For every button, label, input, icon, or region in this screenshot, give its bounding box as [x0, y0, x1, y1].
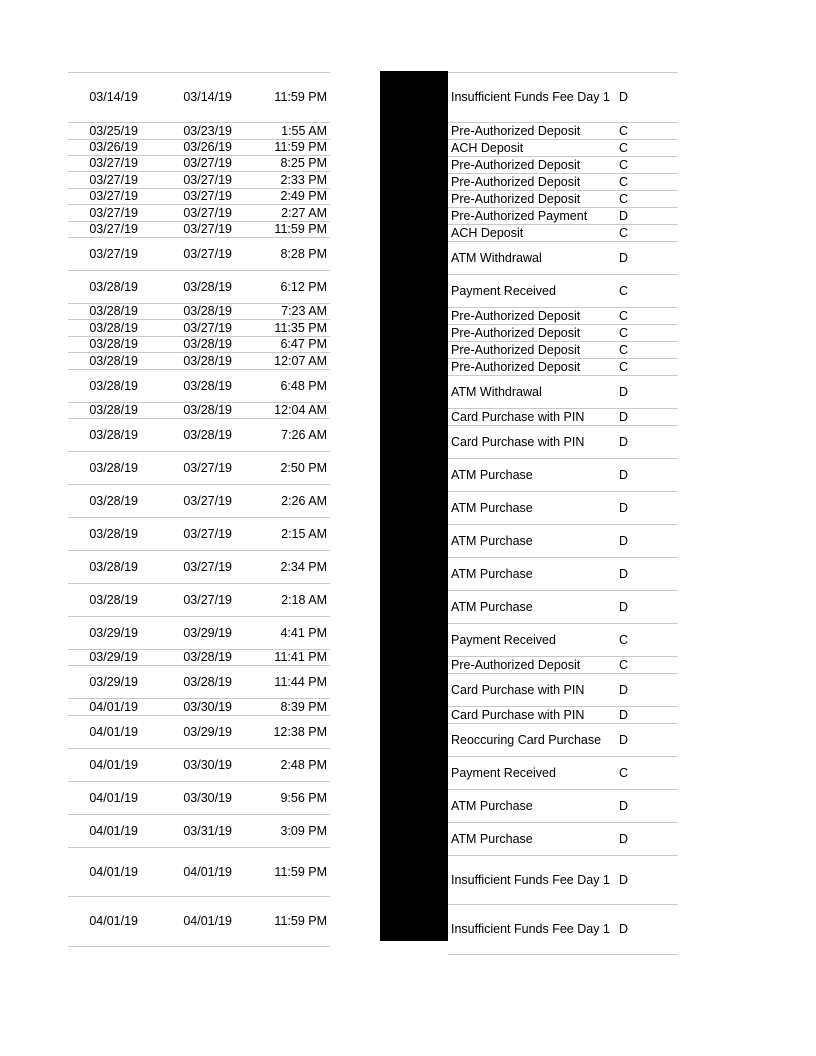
posted-date-cell: 03/27/19: [89, 156, 138, 170]
posted-date-cell: 04/01/19: [89, 864, 138, 879]
debit-credit-cell: C: [619, 657, 629, 672]
debit-credit-cell: C: [619, 174, 629, 189]
table-row: [448, 274, 678, 307]
table-row: [448, 789, 678, 822]
debit-credit-cell: D: [619, 250, 629, 265]
description-cell: Card Purchase with PIN: [451, 434, 585, 449]
table-row: [68, 122, 330, 139]
transaction-date-cell: 03/28/19: [183, 337, 232, 351]
description-cell: Card Purchase with PIN: [451, 707, 585, 722]
table-row: [448, 822, 678, 855]
description-cell: Pre-Authorized Deposit: [451, 157, 581, 172]
debit-credit-cell: C: [619, 191, 629, 206]
posted-date-cell: 03/28/19: [89, 304, 138, 318]
description-cell: Payment Received: [451, 283, 556, 298]
table-row: [68, 649, 330, 665]
debit-credit-cell: C: [619, 765, 629, 780]
transaction-time-cell: 6:12 PM: [280, 279, 327, 294]
transaction-date-cell: 04/01/19: [183, 914, 232, 928]
transaction-date-cell: 03/30/19: [183, 790, 232, 805]
table-row: [68, 303, 330, 319]
debit-credit-cell: D: [619, 872, 629, 887]
description-cell: ACH Deposit: [451, 225, 524, 240]
description-cell: ATM Purchase: [451, 798, 533, 813]
description-cell: Pre-Authorized Deposit: [451, 342, 581, 357]
table-row: [448, 156, 678, 173]
debit-credit-cell: D: [619, 500, 629, 515]
table-row: [68, 369, 330, 402]
posted-date-cell: 04/01/19: [89, 914, 138, 928]
table-row: [448, 207, 678, 224]
table-row: [68, 781, 330, 814]
posted-date-cell: 03/28/19: [89, 559, 138, 574]
table-row: [68, 270, 330, 303]
posted-date-cell: 03/28/19: [89, 337, 138, 351]
description-cell: Pre-Authorized Payment: [451, 208, 588, 223]
posted-date-cell: 03/29/19: [89, 674, 138, 689]
posted-date-cell: 04/01/19: [89, 823, 138, 838]
transaction-time-cell: 12:04 AM: [274, 403, 327, 417]
transaction-date-cell: 03/30/19: [183, 699, 232, 714]
table-row: [68, 698, 330, 715]
transaction-time-cell: 6:47 PM: [280, 337, 327, 351]
transaction-time-cell: 3:09 PM: [280, 823, 327, 838]
table-row: [448, 173, 678, 190]
debit-credit-cell: D: [619, 682, 629, 697]
transaction-date-cell: 03/28/19: [183, 353, 232, 368]
transaction-date-cell: 03/27/19: [183, 592, 232, 607]
transaction-date-cell: 03/30/19: [183, 757, 232, 772]
table-row: [448, 756, 678, 789]
transaction-dates-body: [68, 72, 330, 946]
transaction-time-cell: 9:56 PM: [280, 790, 327, 805]
posted-date-cell: 03/28/19: [89, 592, 138, 607]
table-row: [68, 204, 330, 221]
description-cell: ATM Purchase: [451, 566, 533, 581]
posted-date-cell: 03/14/19: [89, 89, 138, 104]
table-row: [448, 358, 678, 375]
description-cell: Reoccuring Card Purchase: [451, 732, 602, 747]
posted-date-cell: 03/26/19: [89, 140, 138, 154]
table-row: [68, 72, 330, 122]
table-row: [68, 616, 330, 649]
description-cell: Pre-Authorized Deposit: [451, 191, 581, 206]
transaction-date-cell: 03/27/19: [183, 526, 232, 541]
transaction-time-cell: 11:44 PM: [274, 674, 327, 689]
transaction-date-cell: 03/27/19: [183, 205, 232, 220]
debit-credit-cell: C: [619, 342, 629, 357]
table-row: [448, 904, 678, 954]
debit-credit-cell: D: [619, 533, 629, 548]
table-row: [448, 241, 678, 274]
table-row: [448, 408, 678, 425]
transaction-time-cell: 2:26 AM: [281, 493, 327, 508]
description-cell: Pre-Authorized Deposit: [451, 123, 581, 138]
transaction-date-cell: 03/29/19: [183, 625, 232, 640]
table-row: [448, 623, 678, 656]
transaction-date-cell: 03/14/19: [183, 89, 232, 104]
transaction-date-cell: 03/28/19: [183, 427, 232, 442]
transaction-time-cell: 2:50 PM: [280, 460, 327, 475]
table-row: [68, 484, 330, 517]
table-row: [68, 352, 330, 369]
transaction-dates-table: [68, 72, 330, 947]
transaction-time-cell: 6:48 PM: [280, 378, 327, 393]
posted-date-cell: 03/27/19: [89, 172, 138, 187]
transaction-time-cell: 7:23 AM: [281, 304, 327, 318]
description-cell: Insufficient Funds Fee Day 1: [451, 89, 610, 104]
transaction-date-cell: 03/27/19: [183, 222, 232, 236]
posted-date-cell: 03/27/19: [89, 189, 138, 203]
transaction-time-cell: 11:59 PM: [274, 222, 327, 236]
transaction-date-cell: 03/27/19: [183, 172, 232, 187]
description-cell: Pre-Authorized Deposit: [451, 359, 581, 374]
posted-date-cell: 04/01/19: [89, 790, 138, 805]
table-row: [448, 139, 678, 156]
transaction-time-cell: 8:25 PM: [280, 156, 327, 170]
description-cell: Card Purchase with PIN: [451, 682, 585, 697]
table-row: [68, 715, 330, 748]
transaction-time-cell: 2:15 AM: [281, 526, 327, 541]
debit-credit-cell: C: [619, 140, 629, 155]
transaction-date-cell: 03/28/19: [183, 304, 232, 318]
transaction-time-cell: 11:59 PM: [274, 140, 327, 154]
transaction-time-cell: 2:49 PM: [280, 189, 327, 203]
table-row: [68, 155, 330, 171]
table-row: [68, 814, 330, 847]
table-row: [68, 188, 330, 204]
transaction-date-cell: 03/27/19: [183, 246, 232, 261]
posted-date-cell: 03/27/19: [89, 222, 138, 236]
table-row: [68, 748, 330, 781]
transaction-time-cell: 11:35 PM: [274, 320, 327, 335]
posted-date-cell: 03/29/19: [89, 625, 138, 640]
transaction-time-cell: 12:07 AM: [274, 353, 327, 368]
transaction-time-cell: 2:27 AM: [281, 205, 327, 220]
debit-credit-cell: C: [619, 359, 629, 374]
transaction-date-cell: 03/27/19: [183, 156, 232, 170]
description-cell: ATM Purchase: [451, 831, 533, 846]
posted-date-cell: 03/28/19: [89, 526, 138, 541]
transaction-date-cell: 03/27/19: [183, 559, 232, 574]
debit-credit-cell: C: [619, 225, 629, 240]
transaction-time-cell: 8:28 PM: [280, 246, 327, 261]
debit-credit-cell: D: [619, 409, 629, 424]
posted-date-cell: 04/01/19: [89, 699, 138, 714]
table-row: [448, 341, 678, 358]
posted-date-cell: 03/25/19: [89, 123, 138, 138]
description-cell: ATM Withdrawal: [451, 384, 542, 399]
debit-credit-cell: D: [619, 467, 629, 482]
table-row: [448, 723, 678, 756]
transaction-time-cell: 11:59 PM: [274, 914, 327, 928]
debit-credit-cell: C: [619, 632, 629, 647]
transaction-date-cell: 03/28/19: [183, 650, 232, 664]
table-row: [448, 524, 678, 557]
table-row: [448, 72, 678, 122]
description-cell: Pre-Authorized Deposit: [451, 657, 581, 672]
transaction-date-cell: 03/27/19: [183, 493, 232, 508]
debit-credit-cell: D: [619, 599, 629, 614]
transaction-time-cell: 2:18 AM: [281, 592, 327, 607]
transaction-date-cell: 03/28/19: [183, 378, 232, 393]
transaction-time-cell: 4:41 PM: [280, 625, 327, 640]
debit-credit-cell: D: [619, 384, 629, 399]
table-row: [68, 451, 330, 484]
table-row: [448, 375, 678, 408]
debit-credit-cell: D: [619, 831, 629, 846]
debit-credit-cell: D: [619, 798, 629, 813]
transaction-date-cell: 03/28/19: [183, 674, 232, 689]
debit-credit-cell: D: [619, 922, 629, 936]
transaction-time-cell: 11:41 PM: [274, 650, 327, 664]
table-row: [68, 665, 330, 698]
debit-credit-cell: D: [619, 89, 629, 104]
transaction-time-cell: 1:55 AM: [281, 123, 327, 138]
transaction-time-cell: 11:59 PM: [274, 89, 327, 104]
debit-credit-cell: C: [619, 123, 629, 138]
transaction-time-cell: 11:59 PM: [274, 864, 327, 879]
table-row: [68, 517, 330, 550]
posted-date-cell: 04/01/19: [89, 757, 138, 772]
posted-date-cell: 04/01/19: [89, 724, 138, 739]
transaction-date-cell: 03/27/19: [183, 320, 232, 335]
table-row: [68, 847, 330, 896]
debit-credit-cell: C: [619, 157, 629, 172]
table-row: [448, 855, 678, 904]
debit-credit-cell: C: [619, 325, 629, 340]
transaction-date-cell: 03/26/19: [183, 140, 232, 154]
debit-credit-cell: C: [619, 308, 629, 323]
table-row: [448, 425, 678, 458]
table-row: [448, 673, 678, 706]
table-row: [448, 224, 678, 241]
posted-date-cell: 03/28/19: [89, 279, 138, 294]
table-row: [68, 319, 330, 336]
description-cell: Insufficient Funds Fee Day 1: [451, 872, 610, 887]
transaction-date-cell: 03/27/19: [183, 460, 232, 475]
transaction-date-cell: 03/28/19: [183, 403, 232, 417]
debit-credit-cell: D: [619, 434, 629, 449]
table-row: [68, 550, 330, 583]
table-row: [448, 706, 678, 723]
table-row: [448, 122, 678, 139]
table-row: [448, 656, 678, 673]
table-row: [68, 896, 330, 946]
posted-date-cell: 03/28/19: [89, 403, 138, 417]
transaction-time-cell: 2:33 PM: [280, 172, 327, 187]
transaction-time-cell: 2:48 PM: [280, 757, 327, 772]
transaction-date-cell: 03/23/19: [183, 123, 232, 138]
table-row: [68, 171, 330, 188]
transaction-date-cell: 03/29/19: [183, 724, 232, 739]
table-row: [448, 491, 678, 524]
table-row: [448, 307, 678, 324]
transaction-details-table: [448, 72, 678, 955]
description-cell: Payment Received: [451, 632, 556, 647]
table-row: [68, 139, 330, 155]
table-row: [68, 418, 330, 451]
transaction-date-cell: 03/31/19: [183, 823, 232, 838]
description-cell: ATM Withdrawal: [451, 250, 542, 265]
description-cell: ATM Purchase: [451, 599, 533, 614]
description-cell: ATM Purchase: [451, 533, 533, 548]
transaction-time-cell: 2:34 PM: [280, 559, 327, 574]
debit-credit-cell: D: [619, 208, 629, 223]
debit-credit-cell: D: [619, 566, 629, 581]
debit-credit-cell: D: [619, 732, 629, 747]
table-row: [68, 402, 330, 418]
posted-date-cell: 03/27/19: [89, 205, 138, 220]
posted-date-cell: 03/28/19: [89, 460, 138, 475]
table-row: [68, 237, 330, 270]
description-cell: ATM Purchase: [451, 467, 533, 482]
posted-date-cell: 03/28/19: [89, 378, 138, 393]
table-row: [448, 590, 678, 623]
transaction-time-cell: 8:39 PM: [280, 699, 327, 714]
redaction-block: [380, 71, 448, 941]
table-row: [448, 190, 678, 207]
posted-date-cell: 03/28/19: [89, 493, 138, 508]
table-row: [68, 221, 330, 237]
table-row: [448, 458, 678, 491]
posted-date-cell: 03/28/19: [89, 427, 138, 442]
posted-date-cell: 03/28/19: [89, 353, 138, 368]
debit-credit-cell: D: [619, 707, 629, 722]
table-row: [68, 336, 330, 352]
transaction-time-cell: 7:26 AM: [281, 427, 327, 442]
description-cell: Card Purchase with PIN: [451, 409, 585, 424]
transaction-details-body: [448, 72, 678, 954]
description-cell: Insufficient Funds Fee Day 1: [451, 922, 610, 936]
transaction-date-cell: 03/27/19: [183, 189, 232, 203]
posted-date-cell: 03/27/19: [89, 246, 138, 261]
description-cell: Pre-Authorized Deposit: [451, 308, 581, 323]
transaction-date-cell: 03/28/19: [183, 279, 232, 294]
description-cell: ATM Purchase: [451, 500, 533, 515]
table-row: [68, 583, 330, 616]
debit-credit-cell: C: [619, 283, 629, 298]
transaction-date-cell: 04/01/19: [183, 864, 232, 879]
transaction-time-cell: 12:38 PM: [273, 724, 327, 739]
description-cell: Pre-Authorized Deposit: [451, 325, 581, 340]
description-cell: Payment Received: [451, 765, 556, 780]
description-cell: Pre-Authorized Deposit: [451, 174, 581, 189]
table-row: [448, 557, 678, 590]
description-cell: ACH Deposit: [451, 140, 524, 155]
table-row: [448, 324, 678, 341]
posted-date-cell: 03/28/19: [89, 320, 138, 335]
posted-date-cell: 03/29/19: [89, 650, 138, 664]
